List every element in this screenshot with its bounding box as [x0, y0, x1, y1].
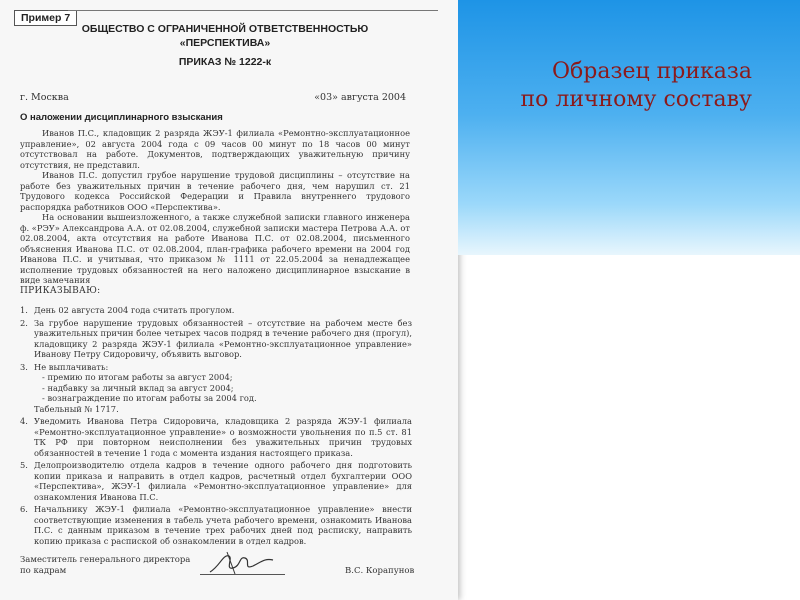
- item-text: Начальнику ЖЭУ-1 филиала «Ремонтно-эксплуатационное управление» внести соответствующие изменения в табель учета рабочего времени, ознакомить Иванова П.С. с данным приказом в течение трех рабочих дней под расписку, направить копию приказа с распиской об ознакомлении в отдел кадров.: [34, 504, 412, 546]
- paragraph: Иванов П.С. допустил грубое нарушение трудовой дисциплины – отсутствие на работе без уважительных причин в течение рабочего дня, чем нарушил ст. 21 Трудового кодекса Российской Федерации и Правила внутреннего трудового распорядка работников ООО «Перспектива».: [20, 170, 410, 212]
- item-number: 4.: [20, 416, 28, 426]
- sub-item: - премию по итогам работы за август 2004;: [42, 372, 233, 382]
- org-line-1: ОБЩЕСТВО С ОГРАНИЧЕННОЙ ОТВЕТСТВЕННОСТЬЮ: [81, 23, 369, 35]
- slide-banner: [458, 0, 800, 255]
- item-number: 6.: [20, 504, 28, 514]
- signature-line: [200, 574, 285, 575]
- signer-title: [20, 555, 190, 577]
- order-item: [20, 318, 412, 360]
- item-number: 1.: [20, 305, 28, 315]
- paragraph: На основании вышеизложенного, а также служебной записки главного инженера ф. «РЭУ» Александрова А.А. от 02.08.2004, служебной записки мастера Петрова А.А. от 02.08.2004, акта отсутствия на работе Иванова П.С. от 02.08.2004, письменного объяснения Иванова П.С. от 02.08.2004, план-графика рабочего времени на 2004 год Иванова П.С. и учитывая, что приказом № 1111 от 22.05.2004 за ненадлежащее исполнение трудовых обязанностей на него наложено дисциплинарное взыскание в виде замечания: [20, 212, 410, 285]
- order-item: [20, 305, 412, 316]
- slide-title-line-2: по личному составу: [520, 87, 752, 112]
- item-number: 5.: [20, 460, 28, 470]
- order-item: [20, 362, 412, 415]
- order-date: «03» августа 2004: [314, 92, 406, 103]
- item-text: Не выплачивать:: [34, 361, 109, 372]
- slide-title: [520, 58, 752, 114]
- item-text: День 02 августа 2004 года считать прогулом.: [34, 305, 235, 315]
- orders-heading: ПРИКАЗЫВАЮ:: [20, 286, 101, 296]
- order-item: [20, 416, 412, 458]
- order-city: г. Москва: [20, 92, 69, 103]
- example-label: Пример 7: [14, 10, 77, 26]
- item-number: 2.: [20, 317, 28, 328]
- order-item: [20, 504, 412, 546]
- organization-name: [60, 22, 390, 50]
- signature-image: [205, 548, 285, 582]
- org-line-2: «ПЕРСПЕКТИВА»: [179, 37, 271, 49]
- header-rule: [68, 10, 438, 11]
- signer-title-line-2: по кадрам: [20, 566, 67, 576]
- order-item: [20, 460, 412, 502]
- order-subject: О наложении дисциплинарного взыскания: [20, 112, 223, 123]
- item-text: Уведомить Иванова Петра Сидоровича, кладовщика 2 разряда ЖЭУ-1 филиала «Ремонтно-эксплуатационное управление» о возможности увольнения по п.5 ст. 81 ТК РФ при повторном неисполнении без уважительных причин трудовых обязанностей в течение 1 года с момента издания настоящего приказа.: [34, 416, 412, 458]
- item-number: 3.: [20, 361, 28, 372]
- item-text: Делопроизводителю отдела кадров в течение одного рабочего дня подготовить копии приказа и направить в отдел кадров, расчетный отдел бухгалтерии ООО «Перспектива», ЖЭУ-1 филиала «Ремонтно-эксплуатационное управление» для ознакомления Иванова П.С.: [34, 460, 412, 502]
- paragraph: Иванов П.С., кладовщик 2 разряда ЖЭУ-1 филиала «Ремонтно-эксплуатационное управление», 02 августа 2004 года с 09 часов 00 минут по 18 часов 00 минут отсутствовал на работе. Документов, подтверждающих уважительную причину отсутствия, не представил.: [20, 128, 410, 170]
- slide-title-line-1: Образец приказа: [551, 59, 752, 84]
- signer-title-line-1: Заместитель генерального директора: [20, 555, 191, 565]
- signer-name: В.С. Корапунов: [345, 566, 415, 576]
- order-title: ПРИКАЗ № 1222-к: [178, 56, 272, 68]
- personnel-number: Табельный № 1717.: [34, 403, 119, 414]
- order-body: [20, 128, 410, 286]
- item-text: За грубое нарушение трудовых обязанностей – отсутствие на рабочем месте без уважительных причин более четырех часов подряд в течение рабочего дня (прогул), кладовщику 2 разряда ЖЭУ-1 филиала «Ремонтно-эксплуатационное управление» Иванову Петру Сидоровичу, объявить выговор.: [34, 317, 412, 359]
- sub-item: - вознаграждение по итогам работы за 2004 год.: [42, 393, 257, 403]
- order-items: [20, 305, 412, 548]
- sub-item: - надбавку за личный вклад за август 2004;: [42, 382, 234, 393]
